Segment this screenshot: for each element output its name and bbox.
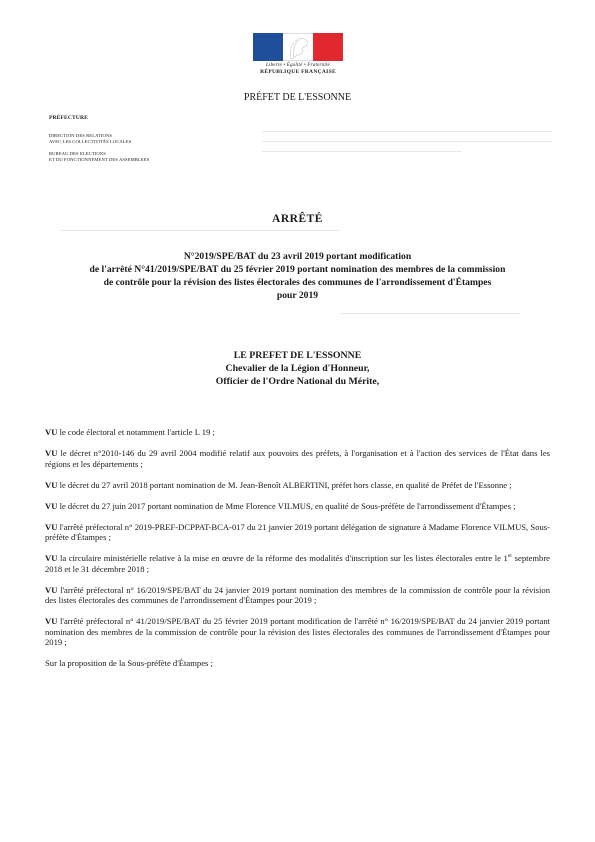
prefecture-label: PRÉFECTURE xyxy=(49,115,88,121)
visa-paragraph: VU la circulaire ministérielle relative à la mise en œuvre de la réforme des modalités d'inscription sur les listes électorales entre le 1er septembre 2018 et le 31 décembre 2018 ; xyxy=(45,553,550,574)
prefet-header: PRÉFET DE L'ESSONNE xyxy=(243,92,352,103)
bureau-label: BUREAU DES ELECTIONS ET DU FONCTIONNEMENT DES ASSEMBLEES xyxy=(49,151,150,162)
visa-paragraph: VU le décret du 27 juin 2017 portant nomination de Mme Florence VILMUS, en qualité de Sous-préfète de l'arrondissement d'Étampes ; xyxy=(45,500,516,511)
prefet-titles: LE PREFET DE L'ESSONNE Chevalier de la Légion d'Honneur, Officier de l'Ordre National du Mérite, xyxy=(215,350,380,387)
tricolor-flag-icon xyxy=(253,33,343,61)
visa-paragraph: VU l'arrêté préfectoral n° 16/2019/SPE/BAT du 24 janvier 2019 portant nomination des membres de la commission de contrôle pour la révision des listes électorales des communes de l'arrondissement d'Étampes pour 2019 ; xyxy=(45,584,550,605)
closing-proposal: Sur la proposition de la Sous-préfète d'Étampes ; xyxy=(45,658,213,668)
decree-subject: N°2019/SPE/BAT du 23 avril 2019 portant modification de l'arrêté N°41/2019/SPE/BAT du 25 février 2019 portant nomination des membres de la commission de contrôle pour la révision des listes électorales des communes de l'arrondissement d'Étampes pour 2019 xyxy=(89,251,506,301)
show-through-mark xyxy=(340,313,520,314)
visa-paragraph: VU le code électoral et notamment l'article L 19 ; xyxy=(45,427,215,437)
visa-paragraph: VU l'arrêté préfectoral n° 41/2019/SPE/BAT du 25 février 2019 portant modification de l'arrêté n° 16/2019/SPE/BAT du 24 janvier 2019 portant nomination des membres de la commission de contrôle pour la révision des listes électorales des communes de l'arrondissement d'Étampes pour 2019 ; xyxy=(45,616,550,647)
issuer-block xyxy=(49,115,149,169)
show-through-mark xyxy=(262,131,552,132)
marianne-logo xyxy=(252,33,344,75)
visa-paragraph: VU le décret du 27 avril 2018 portant nomination de M. Jean-Benoît ALBERTINI, préfet hors classe, en qualité de Préfet de l'Essonne ; xyxy=(45,479,512,490)
show-through-mark xyxy=(262,141,552,142)
visas-body xyxy=(45,427,550,679)
visa-paragraph: VU le décret n°2010-146 du 29 avril 2004 modifié relatif aux pouvoirs des préfets, à l'organisation et à l'action des services de l'État dans les régions et les départements ; xyxy=(45,448,550,469)
republique-francaise: RÉPUBLIQUE FRANÇAISE xyxy=(260,69,336,75)
show-through-mark xyxy=(262,151,462,152)
show-through-mark xyxy=(60,230,340,231)
direction-label: DIRECTION DES RELATIONS AVEC LES COLLECTIVITÉS LOCALES xyxy=(49,133,132,144)
motto: Liberté • Égalité • Fraternité xyxy=(266,63,330,68)
document-title: ARRÊTÉ xyxy=(272,213,323,225)
visa-paragraph: VU l'arrêté préfectoral n° 2019-PREF-DCPPAT-BCA-017 du 21 janvier 2019 portant délégation de signature à Madame Florence VILMUS, Sous-préfète d'Étampes ; xyxy=(45,521,550,542)
